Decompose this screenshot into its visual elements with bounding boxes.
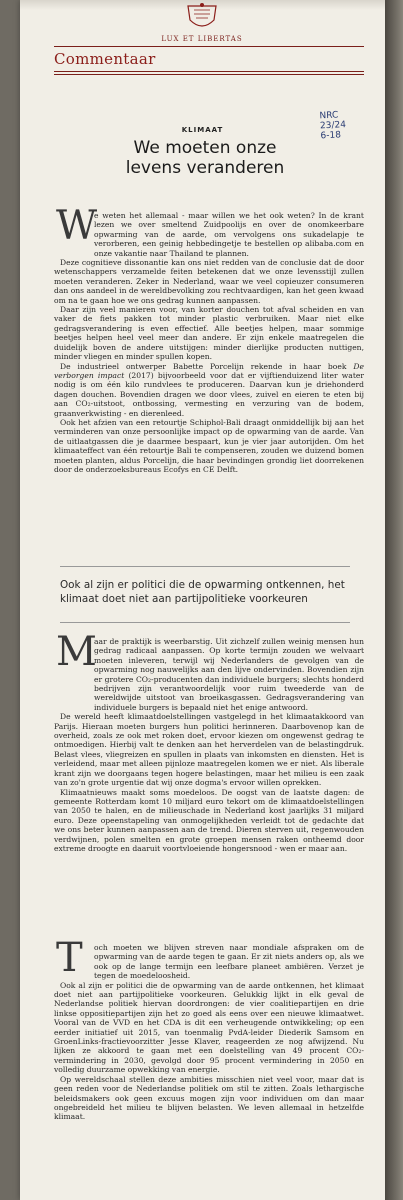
intro-paragraph-2: Deze cognitieve dissonantie kan ons niet redden van de conclusie dat de door wetenschappers verzamelde feiten betekenen dat we onze levensstijl zullen moeten veranderen. Zeker in Nederland, waar we veel copieuzer consumeren dan ons aandeel in de wereldbevolking zou rechtvaardigen, kan het geen kwaad om na te gaan hoe we ons gedrag kunnen aanpassen. (54, 258, 364, 305)
article-body-3 (54, 943, 364, 1195)
handnote-line-1: NRC (319, 110, 339, 122)
body2-paragraph-3: Klimaatnieuws maakt soms moedeloos. De oogst van de laatste dagen: de gemeente Rotterdam komt 10 miljard euro tekort om de klimaatdoelstellingen van 2050 te halen, en de milieuschade in Nederland kost jaarlijks 31 miljard euro. Deze opeenstapeling van onmogelijkheden verleidt tot de gedachte dat we ons beter kunnen aanpassen aan de trend. Dieren sterven uit, regenwouden verdwijnen, polen smelten en grote groepen mensen raken ontheemd door extreme droogte en daaruit voortvloeiende hongersnood - wen er maar aan. (54, 787, 364, 853)
pullquote-rule-bottom (60, 622, 350, 623)
dropcap-body2: M (56, 629, 97, 675)
intro-p4-lead: De industrieel ontwerper Babette Porcelijn rekende in haar boek (60, 361, 354, 371)
pullquote: Ook al zijn er politici die de opwarming ontkennen, het klimaat doet niet aan partijpolitieke voorkeuren (60, 579, 345, 605)
body2-paragraph-1: aar de praktijk is weerbarstig. Uit zichzelf zullen weinig mensen hun gedrag radicaal aanpassen. Op korte termijn zouden we welvaart moeten inleveren, terwijl wij Nederlanders de gevolgen van de opwarming nog nauwelijks aan den lijve ondervinden. Bovendien zijn er grotere CO₂-producenten dan individuele burgers; slechts honderd bedrijven zijn verantwoordelijk voor ruim tweederde van de wereldwijde uitstoot van broeikasgassen. Gedragsverandering van individuele burgers is bepaald niet het enige antwoord. (94, 637, 364, 712)
dropcap-body3: T (56, 935, 83, 981)
intro-paragraph-4 (54, 362, 364, 418)
pullquote-rule-top (60, 566, 350, 567)
body3-paragraph-3: Op wereldschaal stellen deze ambities misschien niet veel voor, maar dat is geen reden voor de Nederlandse politiek om stil te zitten. Zoals lethargische beleidsmakers ook geen excuus mogen zijn voor individuen om dan maar ongebreideld het milieu te blijven belasten. We leven allemaal in hetzelfde klimaat. (54, 1074, 364, 1122)
intro-paragraph-5: Ook het afzien van een retourtje Schiphol-Bali draagt onmiddellijk bij aan het verminderen van onze persoonlijke impact op de opwarming van de aarde. Van de uitlaatgassen die je daarmee bespaart, kun je vier jaar autorijden. Om het klimaateffect van één retourtje Bali te compenseren, zouden we duizend bomen moeten planten, aldus Porcelijn, die haar bevindingen grondig liet doorrekenen door de onderzoeksbureaus Ecofys en CE Delft. (54, 417, 364, 474)
masthead-motto: LUX ET LIBERTAS (161, 35, 243, 43)
handnote-line-2: 23/24 (319, 120, 347, 132)
handwritten-note (319, 109, 374, 142)
section-title: Commentaar (54, 50, 156, 68)
masthead-rule (54, 46, 364, 47)
article-intro (54, 211, 364, 553)
article-body-2 (54, 637, 364, 939)
body3-paragraph-1: och moeten we blijven streven naar mondiale afspraken om de opwarming van de aarde tegen te gaan. Er zit niets anders op, als we ook op de lange termijn een leefbare planeet ambiëren. Verzet je tegen de moedeloosheid. (94, 943, 364, 981)
page-edge (385, 0, 403, 1200)
handnote-line-3: 6-18 (320, 130, 342, 142)
crest-logo-icon (180, 2, 224, 32)
dropcap-intro: W (56, 203, 98, 249)
section-rule-double (54, 74, 364, 75)
section-rule (54, 71, 364, 72)
intro-paragraph-3: Daar zijn veel manieren voor, van korter douchen tot afval scheiden en van vaker de fiets pakken tot minder plastic verbruiken. Maar niet elke gedragsverandering is even effectief. Alle beetjes helpen, maar sommige beetjes helpen heel veel meer dan andere. Er zijn enkele maatregelen die duidelijk boven de andere uitstijgen: minder dierlijke producten nuttigen, minder vliegen en minder spullen kopen. (54, 305, 364, 362)
body3-paragraph-2: Ook al zijn er politici die de opwarming van de aarde ontkennen, het klimaat doet niet aan partijpolitieke voorkeuren. Gelukkig lijkt in elk geval de Nederlandse politiek hiervan doordrongen: de vier coalitiepartijen en drie linkse oppositiepartijen zijn het zo goed als eens over een nieuwe klimaatwet. Vooral van de VVD en het CDA is dit een verheugende ontwikkeling; op een eerder initiatief uit 2015, van toenmalig PvdA-leider Diederik Samsom en GroenLinks-fractievoorzitter Jesse Klaver, reageerden ze nog afwijzend. Nu lijken ze akkoord te gaan met een doelstelling van 49 procent CO₂-vermindering in 2030, gevolgd door 95 procent vermindering in 2050 en volledig duurzame opwekking van energie. (54, 980, 364, 1075)
article-headline: We moeten onze levens veranderen (125, 138, 285, 178)
newspaper-page (20, 0, 385, 1200)
intro-p4-rest: (2017) bijvoorbeeld voor dat er vijftienduizend liter water nodig is om één kilo rundvlees te produceren. Daarvan kun je driehonderd dagen douchen. Bovendien dragen we door vlees, zuivel en eieren te eten bij aan CO₂-uitstoot, ontbossing, vermesting en verzuring van de bodem, graanverkwisting - en dierenleed. (54, 370, 364, 418)
intro-paragraph-1: e weten het allemaal - maar willen we het ook weten? In de krant lezen we over smeltend Zuidpoolijs en over de onomkeerbare opwarming van de aarde, om vervolgens ons sukadelapje te verorberen, een geinig hebbedingetje te bestellen op alibaba.com en onze vakantie naar Thailand te plannen. (94, 211, 364, 258)
body2-paragraph-2: De wereld heeft klimaatdoelstellingen vastgelegd in het klimaatakkoord van Parijs. Hieraan moeten burgers hun politici herinneren. Daarbovenop kan de overheid, zoals ze ook met roken doet, ervoor kiezen om ongewenst gedrag te ontmoedigen. Hierbij valt te denken aan het herverdelen van de belastingdruk. Belast vlees, vliegreizen en spullen in plaats van inkomsten en diensten. Het is verleidend, maar met alleen pijnloze maatregelen komen we er niet. Als liberale krant zijn we doorgaans tegen hogere belastingen, maar het milieu is een zaak van zo'n grote urgentie dat wij onze dogma's ervoor willen oprekken. (54, 712, 364, 788)
article-kicker: KLIMAAT (181, 126, 224, 134)
book-title: De verborgen impact (54, 361, 364, 380)
